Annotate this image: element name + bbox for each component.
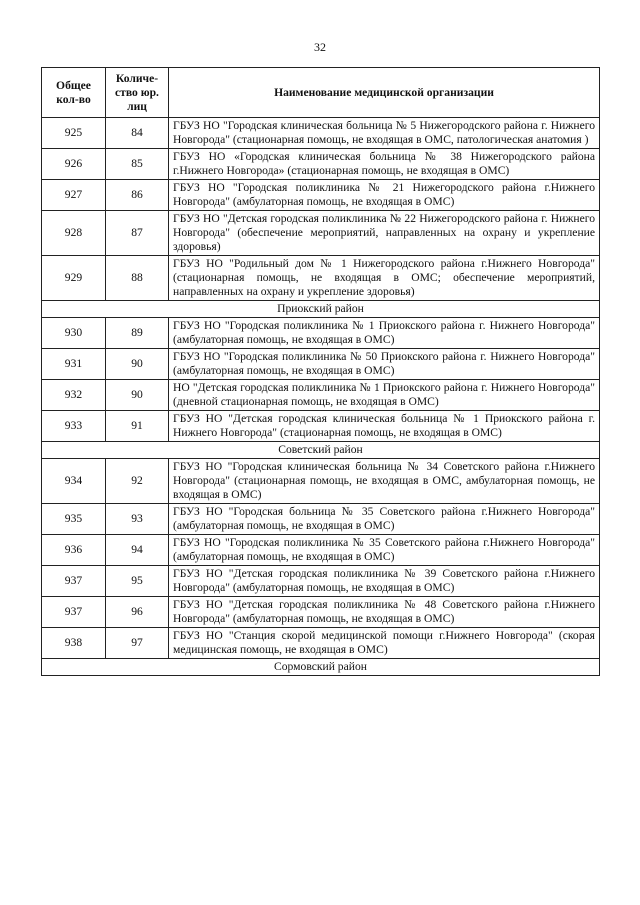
cell-count: 90: [106, 349, 169, 380]
table-row: [42, 211, 600, 256]
cell-name: ГБУЗ НО "Городская больница № 35 Советского района г.Нижнего Новгорода" (амбулаторная помощь, не входящая в ОМС): [169, 504, 600, 535]
cell-count: 95: [106, 566, 169, 597]
cell-total: 928: [42, 211, 106, 256]
table-row: [42, 318, 600, 349]
table-row: [42, 180, 600, 211]
cell-count: 90: [106, 380, 169, 411]
table-row: [42, 118, 600, 149]
cell-name: ГБУЗ НО "Станция скорой медицинской помощи г.Нижнего Новгорода" (скорая медицинская помощь, не входящая в ОМС): [169, 628, 600, 659]
table-row: [42, 256, 600, 301]
cell-total: 935: [42, 504, 106, 535]
cell-name: ГБУЗ НО "Городская поликлиника № 50 Приокского района г. Нижнего Новгорода" (амбулаторная помощь, не входящая в ОМС): [169, 349, 600, 380]
cell-total: 938: [42, 628, 106, 659]
cell-total: 937: [42, 566, 106, 597]
table-row: [42, 149, 600, 180]
cell-name: ГБУЗ НО "Родильный дом № 1 Нижегородского района г.Нижнего Новгорода" (стационарная помощь, не входящая в ОМС; обеспечение мероприятий, направленных на охрану и укрепление здоровья): [169, 256, 600, 301]
cell-name: ГБУЗ НО "Детская городская поликлиника № 22 Нижегородского района г. Нижнего Новгорода" (обеспечение мероприятий, направленных на охрану и укрепление здоровья): [169, 211, 600, 256]
table-row: [42, 459, 600, 504]
district-row: [42, 442, 600, 459]
cell-count: 89: [106, 318, 169, 349]
cell-name: ГБУЗ НО "Детская городская клиническая больница № 1 Приокского района г. Нижнего Новгорода" (стационарная помощь, не входящая в ОМС): [169, 411, 600, 442]
cell-total: 932: [42, 380, 106, 411]
district-row: [42, 301, 600, 318]
district-name: Сормовский район: [42, 659, 600, 676]
cell-name: ГБУЗ НО "Детская городская поликлиника № 39 Советского района г.Нижнего Новгорода" (амбулаторная помощь, не входящая в ОМС): [169, 566, 600, 597]
cell-total: 933: [42, 411, 106, 442]
cell-count: 96: [106, 597, 169, 628]
table-row: [42, 535, 600, 566]
cell-name: ГБУЗ НО "Детская городская поликлиника № 48 Советского района г.Нижнего Новгорода" (амбулаторная помощь, не входящая в ОМС): [169, 597, 600, 628]
district-name: Советский район: [42, 442, 600, 459]
cell-count: 94: [106, 535, 169, 566]
cell-name: ГБУЗ НО "Городская клиническая больница № 34 Советского района г.Нижнего Новгорода" (стационарная помощь, не входящая в ОМС, амбулаторная помощь, не входящая в ОМС): [169, 459, 600, 504]
cell-count: 84: [106, 118, 169, 149]
table-body: [42, 118, 600, 676]
cell-count: 92: [106, 459, 169, 504]
table-row: [42, 628, 600, 659]
cell-total: 934: [42, 459, 106, 504]
header-name: Наименование медицинской организации: [169, 68, 600, 118]
cell-total: 936: [42, 535, 106, 566]
cell-count: 97: [106, 628, 169, 659]
district-row: [42, 659, 600, 676]
table-header-row: [42, 68, 600, 118]
district-name: Приокский район: [42, 301, 600, 318]
cell-count: 91: [106, 411, 169, 442]
cell-total: 931: [42, 349, 106, 380]
cell-name: ГБУЗ НО "Городская клиническая больница № 5 Нижегородского района г. Нижнего Новгорода" (стационарная помощь, не входящая в ОМС, патологическая анатомия ): [169, 118, 600, 149]
table-row: [42, 349, 600, 380]
cell-name: ГБУЗ НО «Городская клиническая больница № 38 Нижегородского района г.Нижнего Новгорода» (стационарная помощь, не входящая в ОМС): [169, 149, 600, 180]
cell-count: 85: [106, 149, 169, 180]
table-row: [42, 380, 600, 411]
header-count: Количе-ство юр. лиц: [106, 68, 169, 118]
table-row: [42, 597, 600, 628]
cell-total: 927: [42, 180, 106, 211]
cell-total: 925: [42, 118, 106, 149]
cell-name: ГБУЗ НО "Городская поликлиника № 35 Советского района г.Нижнего Новгорода" (амбулаторная помощь, не входящая в ОМС): [169, 535, 600, 566]
cell-count: 88: [106, 256, 169, 301]
cell-total: 930: [42, 318, 106, 349]
cell-count: 93: [106, 504, 169, 535]
page-number: 32: [314, 40, 326, 54]
cell-count: 86: [106, 180, 169, 211]
cell-name: ГБУЗ НО "Городская поликлиника № 21 Нижегородского района г.Нижнего Новгорода" (амбулаторная помощь, не входящая в ОМС): [169, 180, 600, 211]
organizations-table: [41, 67, 600, 676]
cell-total: 926: [42, 149, 106, 180]
cell-total: 937: [42, 597, 106, 628]
cell-total: 929: [42, 256, 106, 301]
table-row: [42, 411, 600, 442]
header-total: Общее кол-во: [42, 68, 106, 118]
cell-name: ГБУЗ НО "Городская поликлиника № 1 Приокского района г. Нижнего Новгорода" (амбулаторная помощь, не входящая в ОМС): [169, 318, 600, 349]
table-row: [42, 504, 600, 535]
table-row: [42, 566, 600, 597]
cell-count: 87: [106, 211, 169, 256]
cell-name: НО "Детская городская поликлиника № 1 Приокского района г. Нижнего Новгорода" (дневной стационарная помощь, не входящая в ОМС): [169, 380, 600, 411]
